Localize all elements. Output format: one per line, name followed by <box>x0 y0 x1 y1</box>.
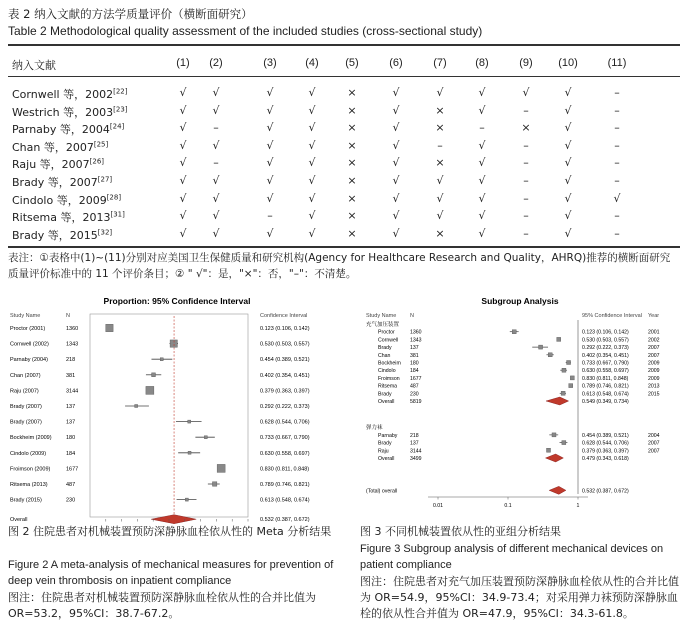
figure3-group-label: 弹力袜 <box>366 425 383 432</box>
figure3-col-year: Year <box>648 313 660 319</box>
figure2-forest-plot <box>4 292 344 524</box>
table-cell: √ <box>179 121 187 135</box>
table-header-first: 纳入文献 <box>12 59 56 72</box>
figure3-col-n: N <box>410 313 414 319</box>
figure3-study-name: Brady <box>378 391 392 398</box>
table-cell: × <box>347 209 357 223</box>
figure3-overall-n: 5819 <box>410 399 422 405</box>
figure3-point-box <box>569 384 573 388</box>
figure2-study-ci: 0.402 (0.354, 0.451) <box>260 372 310 379</box>
figure3-col-study: Study Name <box>366 313 397 319</box>
figure3-overall-ci: 0.549 (0.349, 0.734) <box>582 399 629 405</box>
figure3-total-ci: 0.532 (0.387, 0.672) <box>582 488 629 495</box>
table-title-en: Table 2 Methodological quality assessment of the included studies (cross-sectional study) <box>8 24 483 38</box>
figure3-overall-n: 3499 <box>410 455 422 462</box>
table-col-header: (10) <box>558 57 578 69</box>
table-row-study: Raju 等，2007[26] <box>12 157 105 172</box>
figure3-study-n: 184 <box>410 368 419 375</box>
figure2-study-name: Cornwell (2002) <box>10 341 49 348</box>
table-cell: × <box>435 121 445 135</box>
figure3-study-ci: 0.379 (0.363, 0.397) <box>582 448 629 455</box>
table-cell: √ <box>392 121 400 135</box>
figure2-point-box <box>135 405 138 408</box>
figure2-col-ci: Confidence Interval <box>260 313 308 319</box>
table-cell: – <box>523 209 529 223</box>
figure2-point-box <box>152 373 156 377</box>
table-cell: √ <box>478 226 486 240</box>
figure3-study-name: Proctor <box>378 329 395 336</box>
figure2-study-name: Cindolo (2009) <box>10 450 47 457</box>
table-cell: √ <box>478 86 486 99</box>
table-cell: √ <box>564 174 572 187</box>
table-cell: √ <box>478 174 486 187</box>
figure3-overall-ci: 0.479 (0.343, 0.618) <box>582 455 629 462</box>
figure3-study-name: Chan <box>378 352 391 359</box>
figure3-overall-diamond <box>546 397 569 405</box>
figure3-point-box <box>567 361 571 365</box>
figure2-plot-frame <box>90 314 248 517</box>
figure2-title: Proportion: 95% Confidence Interval <box>103 296 251 306</box>
figure3-study-ci: 0.830 (0.811, 0.848) <box>582 375 629 382</box>
table-cell: √ <box>564 191 572 205</box>
figure3-study-name: Parnaby <box>378 432 398 439</box>
figure3-point-box <box>512 330 516 334</box>
figure3-group-label: 充气加压装置 <box>366 322 400 328</box>
figure3-tick-label: 0.01 <box>432 503 444 509</box>
figure2-study-n: 381 <box>66 372 76 379</box>
table-cell: √ <box>266 226 274 240</box>
figure3-caption-en: Figure 3 Subgroup analysis of different mechanical devices on patient compliance <box>360 543 664 571</box>
figure3-study-n: 487 <box>410 383 419 390</box>
figure2-point-box <box>146 386 154 394</box>
table-cell: √ <box>478 191 486 205</box>
table-row-study: Ritsema 等，2013[31] <box>12 210 125 225</box>
table-cell: √ <box>564 121 572 135</box>
table-col-header: (2) <box>209 57 223 69</box>
figure2-study-ci: 0.628 (0.544, 0.706) <box>260 419 310 426</box>
table-cell: √ <box>266 86 274 99</box>
figure3-study-year: 2009 <box>648 368 660 375</box>
figure3-total-label: (Total) overall <box>366 488 398 495</box>
table-cell: – <box>213 121 219 135</box>
table-cell: – <box>614 156 620 170</box>
figure3-study-year: 2004 <box>648 432 660 439</box>
figure3-study-n: 230 <box>410 391 419 398</box>
table-cell: – <box>614 174 620 187</box>
figure3-overall-diamond <box>545 454 563 462</box>
figure3-study-n: 1677 <box>410 375 422 382</box>
figure2-col-study: Study Name <box>10 313 41 319</box>
figure2-study-name: Chan (2007) <box>10 372 41 379</box>
figure3-study-ci: 0.292 (0.222, 0.373) <box>582 345 629 352</box>
table-cell: – <box>523 103 529 117</box>
table-cell: √ <box>266 191 274 205</box>
table-col-header: (6) <box>389 57 403 69</box>
figure3-point-box <box>570 376 574 380</box>
table-cell: – <box>437 138 443 152</box>
figure3-study-n: 180 <box>410 360 419 367</box>
figure2-study-name: Froimson (2009) <box>10 466 51 473</box>
table-cell: × <box>347 226 357 240</box>
table-cell: √ <box>392 174 400 187</box>
figure3-study-year: 2007 <box>648 345 660 352</box>
figure2-study-ci: 0.292 (0.222, 0.373) <box>260 404 310 410</box>
table-col-header: (11) <box>607 57 627 69</box>
figure2-study-n: 137 <box>66 419 76 426</box>
table-col-header: (5) <box>345 57 359 69</box>
table-cell: √ <box>308 121 316 135</box>
table-cell: √ <box>266 121 274 135</box>
table-bottom-rule <box>8 246 680 248</box>
figure2-study-name: Brady (2007) <box>10 404 42 410</box>
figure2-point-box <box>170 340 177 347</box>
table-cell: × <box>521 121 531 135</box>
table-cell: √ <box>212 103 220 117</box>
table-cell: × <box>347 156 357 170</box>
table-cell: √ <box>436 191 444 205</box>
table-cell: √ <box>392 226 400 240</box>
figure3-study-year: 2009 <box>648 375 660 382</box>
figure3-study-n: 1360 <box>410 329 422 336</box>
table-cell: √ <box>308 209 316 223</box>
figure3-study-name: Ritsema <box>378 383 398 390</box>
figure3-point-box <box>539 345 543 349</box>
table-cell: √ <box>613 191 621 205</box>
figure3-study-year: 2015 <box>648 391 660 398</box>
table-row-study: Brady 等，2015[32] <box>12 228 113 242</box>
figure3-study-ci: 0.789 (0.746, 0.821) <box>582 383 629 390</box>
table-cell: × <box>347 86 357 99</box>
table-cell: √ <box>266 103 274 117</box>
figure2-study-ci: 0.630 (0.558, 0.697) <box>260 450 310 457</box>
figure3-study-year: 2001 <box>648 329 660 336</box>
figure3-col-ci: 95% Confidence Interval <box>582 313 642 319</box>
table-cell: – <box>523 174 529 187</box>
table-cell: × <box>435 103 445 117</box>
table-cell: × <box>435 226 445 240</box>
figure3-total-diamond <box>549 486 566 494</box>
figure3-study-ci: 0.733 (0.667, 0.790) <box>582 360 629 367</box>
figure2-study-n: 230 <box>66 497 76 504</box>
figure2-point-box <box>204 436 207 439</box>
table-cell: √ <box>392 156 400 170</box>
table-title-cn: 表 2 纳入文献的方法学质量评价（横断面研究） <box>8 7 253 21</box>
figure2-point-box <box>188 451 191 454</box>
table-cell: √ <box>179 174 187 187</box>
table-cell: × <box>347 121 357 135</box>
figure2-caption-cn: 图 2 住院患者对机械装置预防深静脉血栓依从性的 Meta 分析结果 <box>8 525 332 538</box>
figure3-forest-plot <box>354 292 684 524</box>
table-cell: × <box>347 103 357 117</box>
table-cell: √ <box>266 156 274 170</box>
table-cell: – <box>523 226 529 240</box>
table-cell: – <box>614 226 620 240</box>
table-cell: – <box>267 209 273 223</box>
figure2-overall-label: Overall <box>10 517 28 524</box>
figure3-study-year: 2013 <box>648 383 660 390</box>
figure2-study-n: 137 <box>66 404 76 410</box>
figure3-study-name: Brady <box>378 440 392 447</box>
figure2-overall-ci: 0.532 (0.387, 0.672) <box>260 517 310 524</box>
figure3-study-n: 218 <box>410 432 419 439</box>
table-cell: – <box>523 138 529 152</box>
table-cell: – <box>523 191 529 205</box>
figure3-point-box <box>561 391 565 395</box>
table-cell: – <box>614 86 620 99</box>
figure2-point-box <box>188 420 191 423</box>
table-cell: √ <box>212 86 220 99</box>
figure3-study-year: 2007 <box>648 448 660 455</box>
figure3-study-n: 3144 <box>410 448 422 455</box>
table-col-header: (9) <box>519 57 533 69</box>
table-row-study: Westrich 等，2003[23] <box>12 104 128 119</box>
table-row-study: Brady 等，2007[27] <box>12 175 113 189</box>
figure2-point-box <box>160 358 163 361</box>
table-cell: √ <box>179 86 187 99</box>
table-cell: √ <box>308 86 316 99</box>
figure3-study-n: 137 <box>410 440 419 447</box>
table-note: 表注：①表格中(1)~(11)分别对应美国卫生保健质量和研究机构(Agency for Healthcare Research and Quality，AHRQ)推荐的横断面研究质量评价标准中的 11 个评价条目；② " √"：是，"×"：否，"–"：不清楚。 <box>8 252 671 280</box>
table-cell: √ <box>266 174 274 187</box>
figure3-study-ci: 0.613 (0.548, 0.674) <box>582 391 629 398</box>
figure3-study-year: 2007 <box>648 352 660 359</box>
table-cell: √ <box>179 138 187 152</box>
figure2-study-ci: 0.123 (0.106, 0.142) <box>260 326 310 332</box>
table-cell: √ <box>436 174 444 187</box>
table-cell: √ <box>308 191 316 205</box>
figure2-study-name: Ritsema (2013) <box>10 482 48 488</box>
table-cell: √ <box>478 156 486 170</box>
table-cell: √ <box>564 103 572 117</box>
figure2-study-ci: 0.733 (0.667, 0.790) <box>260 435 310 442</box>
figure2-study-n: 1343 <box>66 341 79 348</box>
figure3-study-name: Bockheim <box>378 360 401 367</box>
figure3-study-name: Brady <box>378 345 392 352</box>
table-cell: – <box>479 121 485 135</box>
table-col-header: (7) <box>433 57 447 69</box>
figure3-point-box <box>548 353 552 357</box>
table-row-study: Cornwell 等，2002[22] <box>12 87 128 101</box>
figure3-study-ci: 0.402 (0.354, 0.451) <box>582 352 629 359</box>
table-header-rule <box>8 76 680 77</box>
figure3-point-box <box>562 368 566 372</box>
table-cell: √ <box>212 209 220 223</box>
table-cell: – <box>614 121 620 135</box>
table-col-header: (1) <box>176 57 190 69</box>
figure2-point-box <box>106 324 113 331</box>
table-cell: – <box>614 209 620 223</box>
figure2-study-ci: 0.830 (0.811, 0.848) <box>260 466 310 473</box>
figure2-study-ci: 0.530 (0.503, 0.557) <box>260 341 310 348</box>
table-col-header: (4) <box>305 57 319 69</box>
figure3-overall-label: Overall <box>378 399 395 405</box>
figure2-study-name: Parnaby (2004) <box>10 357 48 364</box>
table-cell: √ <box>266 138 274 152</box>
table-cell: √ <box>212 191 220 205</box>
table-top-rule <box>8 44 680 46</box>
table-cell: √ <box>392 191 400 205</box>
figure3-study-ci: 0.630 (0.558, 0.697) <box>582 368 629 375</box>
table-cell: √ <box>308 138 316 152</box>
figure2-study-ci: 0.454 (0.389, 0.521) <box>260 357 310 364</box>
table-cell: √ <box>564 86 572 99</box>
table-cell: √ <box>478 103 486 117</box>
table-cell: √ <box>179 226 187 240</box>
figure3-study-name: Cornwell <box>378 337 399 344</box>
table-cell: √ <box>179 209 187 223</box>
figure2-study-n: 218 <box>66 357 76 364</box>
table-cell: √ <box>212 226 220 240</box>
table-cell: √ <box>308 103 316 117</box>
table-cell: – <box>523 156 529 170</box>
table-col-header: (3) <box>263 57 277 69</box>
table-cell: √ <box>392 86 400 99</box>
figure2-study-name: Brady (2015) <box>10 497 42 504</box>
figure3-study-name: Cindolo <box>378 368 396 375</box>
table-cell: √ <box>564 226 572 240</box>
table-cell: √ <box>392 138 400 152</box>
table-cell: √ <box>478 209 486 223</box>
table-row-study: Cindolo 等，2009[28] <box>12 192 122 207</box>
table-cell: √ <box>522 86 530 99</box>
figure2-study-ci: 0.613 (0.548, 0.674) <box>260 497 310 504</box>
table-cell: × <box>347 174 357 187</box>
figure2-study-n: 1360 <box>66 326 79 332</box>
figure3-study-n: 137 <box>410 345 419 352</box>
table-cell: √ <box>308 156 316 170</box>
figure3-study-ci: 0.454 (0.389, 0.521) <box>582 432 629 439</box>
figure2-study-n: 180 <box>66 435 76 442</box>
figure3-point-box <box>547 448 551 452</box>
table-row-study: Parnaby 等，2004[24] <box>12 122 125 137</box>
table-cell: × <box>347 138 357 152</box>
figure2-point-box <box>185 498 188 501</box>
table-cell: √ <box>564 156 572 170</box>
table-cell: – <box>614 103 620 117</box>
figure2-study-n: 1677 <box>66 466 79 473</box>
figure2-study-name: Bockheim (2009) <box>10 435 52 442</box>
figure3-tick-label: 0.1 <box>504 503 512 509</box>
table-cell: √ <box>212 138 220 152</box>
figure2-point-box <box>212 482 216 486</box>
table-cell: √ <box>564 209 572 223</box>
figure3-point-box <box>557 337 561 341</box>
figure3-study-year: 2007 <box>648 440 660 447</box>
figure2-study-n: 184 <box>66 450 76 457</box>
table-cell: √ <box>179 156 187 170</box>
figure2-study-name: Brady (2007) <box>10 419 42 426</box>
figure2-study-name: Raju (2007) <box>10 388 39 395</box>
table-cell: √ <box>436 86 444 99</box>
figure2-study-ci: 0.379 (0.363, 0.397) <box>260 388 310 395</box>
table-col-header: (8) <box>475 57 489 69</box>
figure3-overall-label: Overall <box>378 455 395 462</box>
figure3-caption-cn: 图 3 不同机械装置依从性的亚组分析结果 <box>360 525 561 538</box>
figure2-caption-en: Figure 2 A meta-analysis of mechanical measures for prevention of deep vein thrombosis on inpatient compliance <box>8 559 334 587</box>
table-cell: √ <box>179 191 187 205</box>
figure2-col-n: N <box>66 313 70 319</box>
figure3-study-ci: 0.628 (0.544, 0.706) <box>582 440 629 447</box>
figure3-point-box <box>562 441 566 445</box>
figure3-study-name: Froimson <box>378 375 400 382</box>
table-cell: √ <box>478 138 486 152</box>
figure2-study-n: 3144 <box>66 388 79 395</box>
table-cell: √ <box>179 103 187 117</box>
figure3-point-box <box>552 433 556 437</box>
figure3-study-n: 1343 <box>410 337 422 344</box>
table-cell: √ <box>564 138 572 152</box>
figure3-note: 图注：住院患者对充气加压装置预防深静脉血栓依从性的合并比值为 OR=54.9，95%CI：34.9-73.4；对采用弹力袜预防深静脉血栓的依从性合并值为 OR=47.9，95%CI：34.3-61.8。 <box>360 575 679 620</box>
figure3-tick-label: 1 <box>576 503 580 509</box>
table-cell: √ <box>308 226 316 240</box>
figure2-note: 图注：住院患者对机械装置预防深静脉血栓依从性的合并比值为 OR=53.2，95%CI：38.7-67.2。 <box>8 591 316 620</box>
table-cell: – <box>614 138 620 152</box>
figure2-point-box <box>217 464 225 472</box>
table-cell: √ <box>212 174 220 187</box>
figure3-study-n: 381 <box>410 352 419 359</box>
table-cell: √ <box>392 209 400 223</box>
figure3-title: Subgroup Analysis <box>481 296 559 306</box>
figure3-study-ci: 0.530 (0.503, 0.557) <box>582 337 629 344</box>
figure3-study-year: 2002 <box>648 337 660 344</box>
table-row-study: Chan 等，2007[25] <box>12 140 109 154</box>
table-cell: √ <box>308 174 316 187</box>
table-cell: – <box>213 156 219 170</box>
table-cell: × <box>347 191 357 205</box>
figure2-study-ci: 0.789 (0.746, 0.821) <box>260 482 310 488</box>
figure3-study-ci: 0.123 (0.106, 0.142) <box>582 329 629 336</box>
figure3-study-year: 2009 <box>648 360 660 367</box>
table-cell: × <box>435 156 445 170</box>
table-cell: √ <box>436 209 444 223</box>
table-cell: √ <box>392 103 400 117</box>
figure3-study-name: Raju <box>378 448 389 455</box>
figure2-study-name: Proctor (2001) <box>10 326 46 332</box>
figure2-overall-diamond <box>151 515 196 524</box>
figure2-study-n: 487 <box>66 482 76 488</box>
